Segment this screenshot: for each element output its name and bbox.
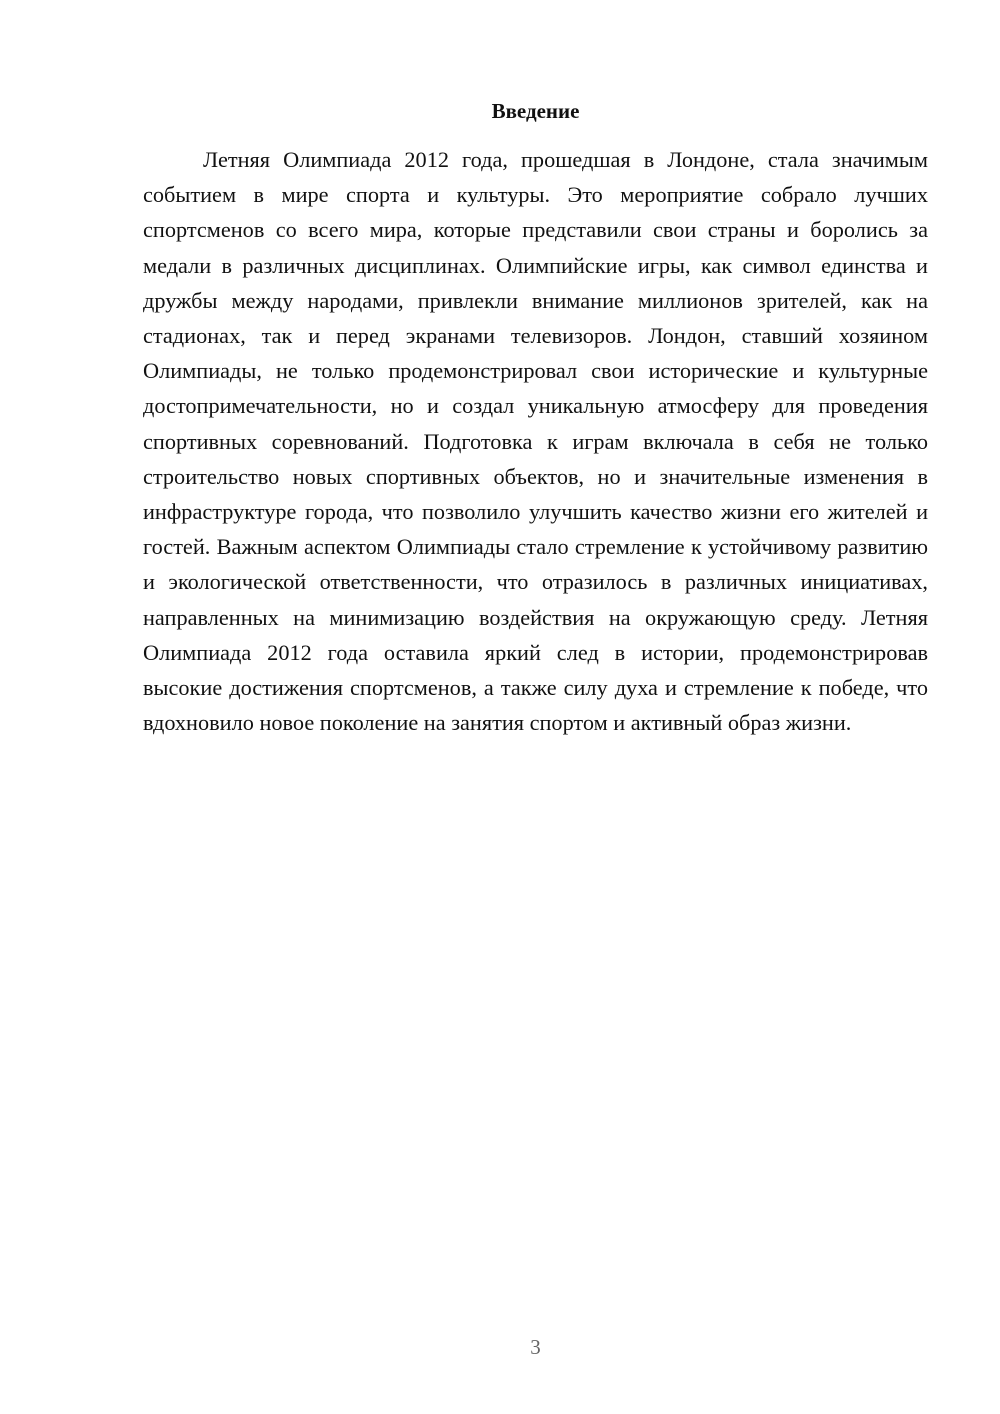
body-paragraph: Летняя Олимпиада 2012 года, прошедшая в Лондоне, стала значимым событием в мире спорта и культуры. Это мероприятие собрало лучших спортсменов со всего мира, которые представили свои страны и боролись за медали в различных дисциплинах. Олимпийские игры, как символ единства и дружбы между народами, привлекли внимание миллионов зрителей, как на стадионах, так и перед экранами телевизоров. Лондон, ставший хозяином Олимпиады, не только продемонстрировал свои исторические и культурные достопримечательности, но и создал уникальную атмосферу для проведения спортивных соревнований. Подготовка к играм включала в себя не только строительство новых спортивных объектов, но и значительные изменения в инфраструктуре города, что позволило улучшить качество жизни его жителей и гостей. Важным аспектом Олимпиады стало стремление к устойчивому развитию и экологической ответственности, что отразилось в различных инициативах, направленных на минимизацию воздействия на окружающую среду. Летняя Олимпиада 2012 года оставила яркий след в истории, продемонстрировав высокие достижения спортсменов, а также силу духа и стремление к победе, что вдохновило новое поколение на занятия спортом и активный образ жизни. (143, 147, 928, 736)
page-number: 3 (530, 1335, 541, 1359)
section-heading: Введение (491, 99, 580, 123)
